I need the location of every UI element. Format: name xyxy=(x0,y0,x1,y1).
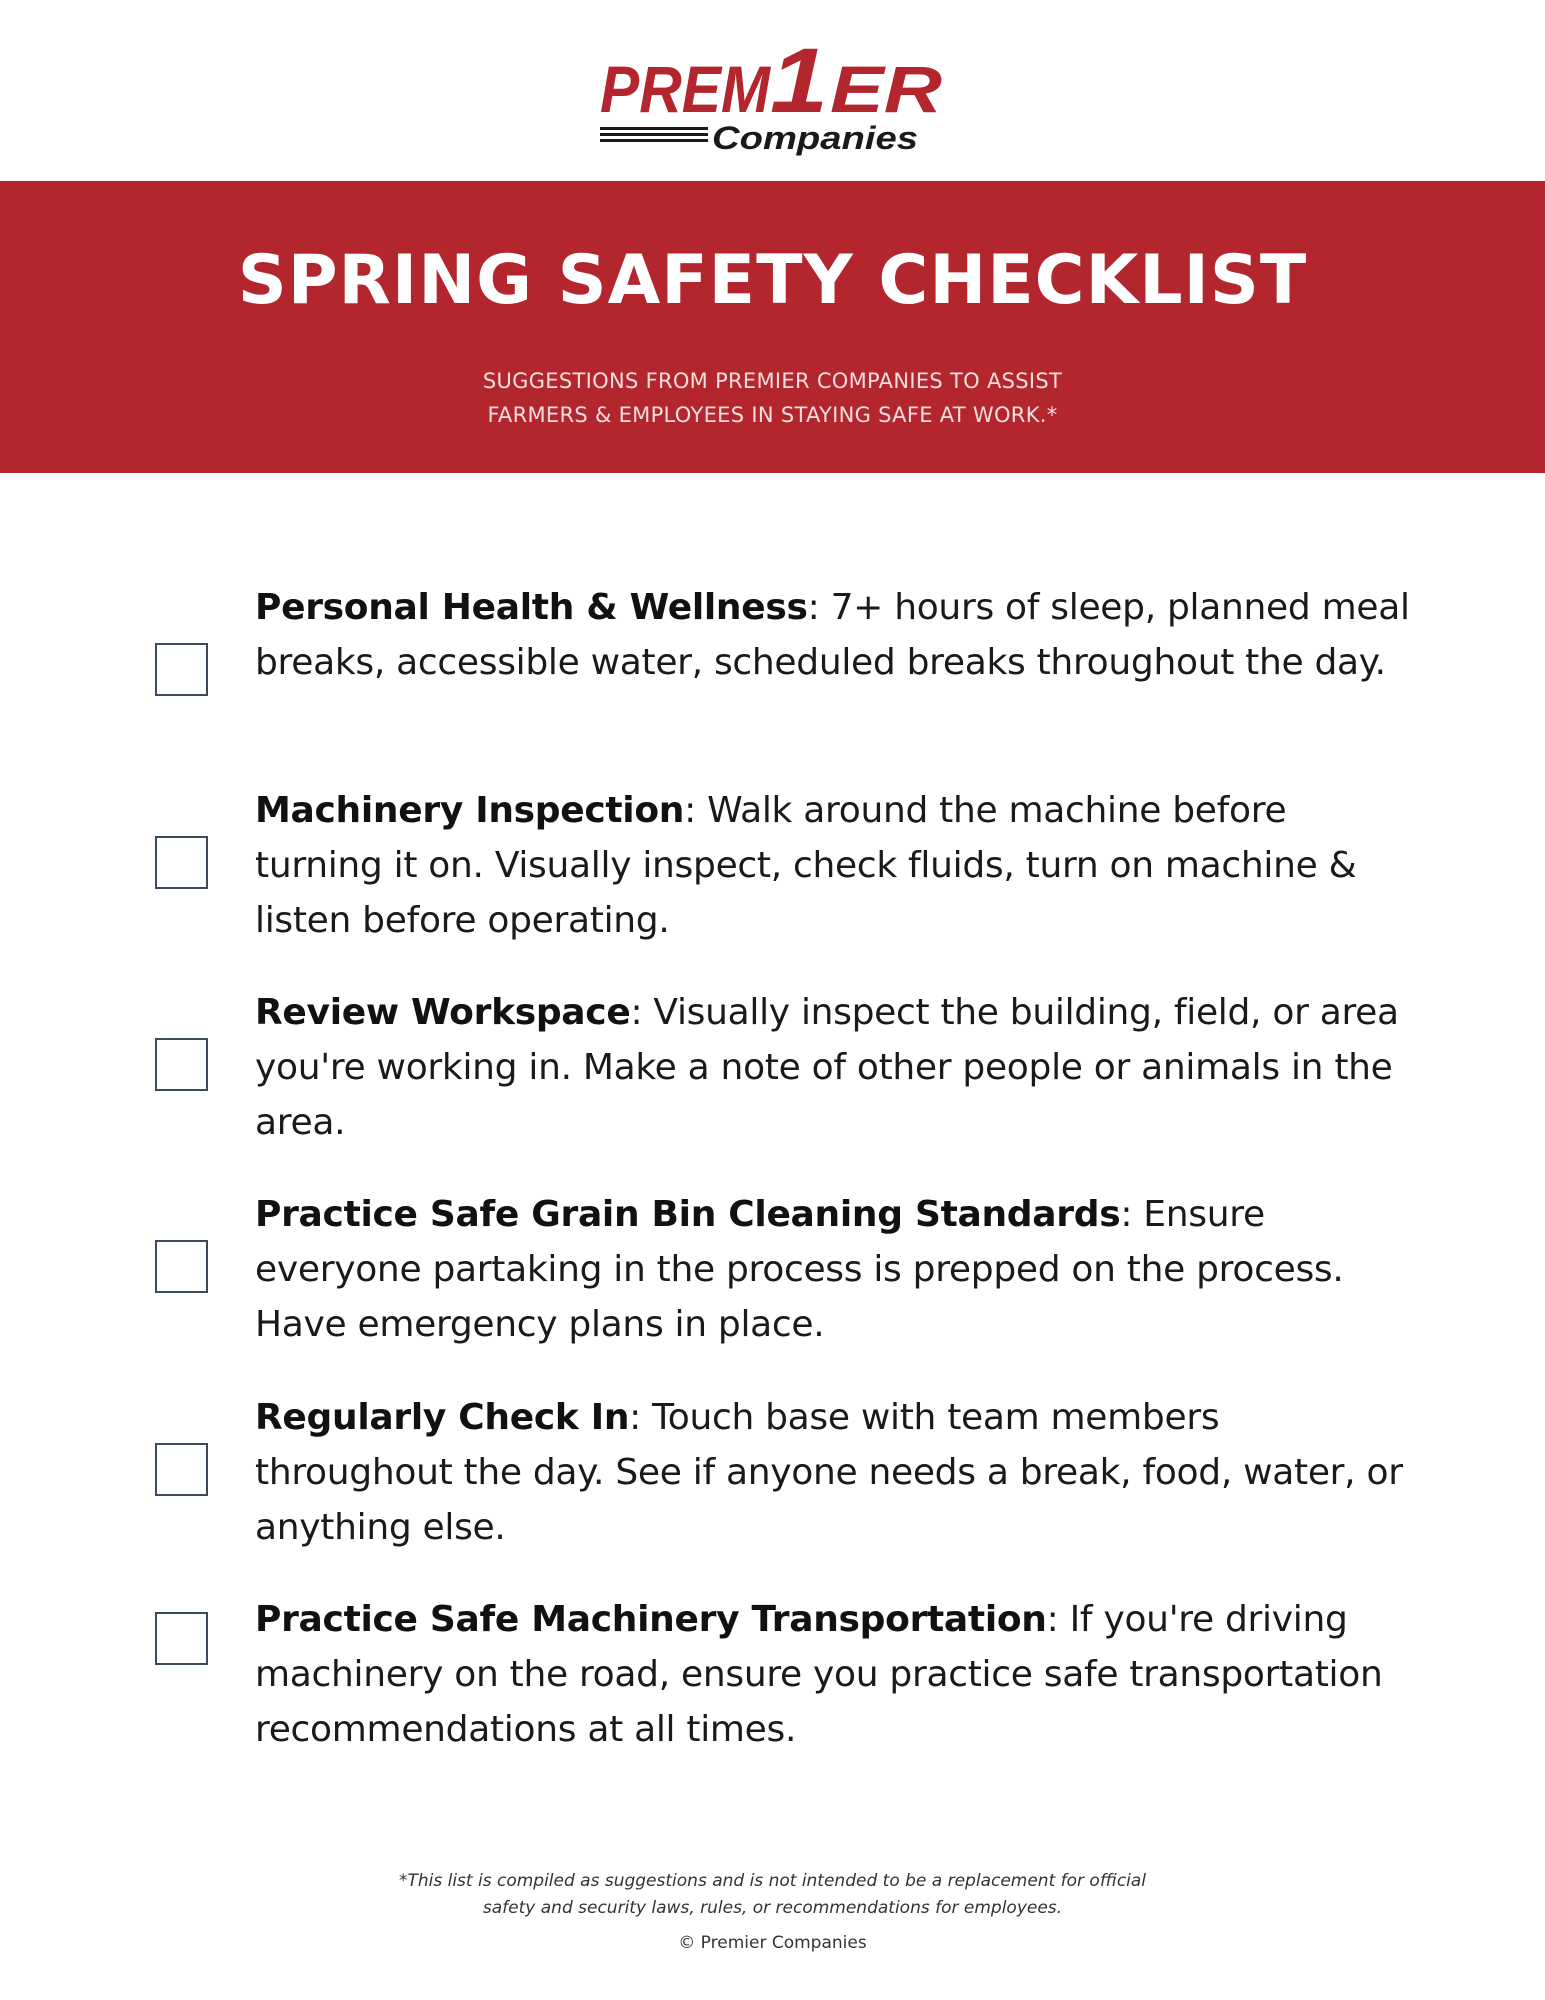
checklist-item xyxy=(0,1187,1545,1357)
checklist-item-text xyxy=(255,580,1415,690)
checklist-item-description: : Ensure everyone partaking in the process is prepped on the process. Have emergency plans in place. xyxy=(255,1194,1344,1345)
checklist-item-description: : 7+ hours of sleep, planned meal breaks, accessible water, scheduled breaks throughout the day. xyxy=(255,587,1410,683)
logo-one-glyph: 1 xyxy=(770,32,828,132)
disclaimer-line: *This list is compiled as suggestions and is not intended to be a replacement for official xyxy=(398,1871,1147,1891)
checklist-item-title: Machinery Inspection xyxy=(255,790,685,831)
logo-subtitle: Companies xyxy=(712,120,918,156)
logo-stripe xyxy=(600,139,708,142)
checklist-item-text xyxy=(255,1390,1415,1555)
checklist-item-description: : Walk around the machine before turning it on. Visually inspect, check fluids, turn on machine & listen before operating. xyxy=(255,790,1357,941)
checklist-checkbox[interactable] xyxy=(155,1240,208,1293)
logo-word-left: PREM xyxy=(600,52,772,126)
checklist-item-text xyxy=(255,1187,1415,1352)
checklist-checkbox[interactable] xyxy=(155,836,208,889)
checklist-item xyxy=(0,1592,1545,1762)
banner-subtitle-line: SUGGESTIONS FROM PREMIER COMPANIES TO ASSIST xyxy=(482,369,1063,393)
logo-word-right: ER xyxy=(830,52,943,126)
checklist-item-title: Personal Health & Wellness xyxy=(255,587,808,628)
title-banner xyxy=(0,181,1545,473)
checklist-item-description: : Visually inspect the building, field, or area you're working in. Make a note of other people or animals in the area. xyxy=(255,992,1399,1143)
checklist-item xyxy=(0,1390,1545,1560)
checklist-item xyxy=(0,580,1545,750)
disclaimer-line: safety and security laws, rules, or recommendations for employees. xyxy=(482,1898,1063,1918)
disclaimer xyxy=(0,1868,1545,1922)
checklist-checkbox[interactable] xyxy=(155,1038,208,1091)
banner-subtitle-line: FARMERS & EMPLOYEES IN STAYING SAFE AT WORK.* xyxy=(487,403,1058,427)
copyright-notice: © Premier Companies xyxy=(678,1933,867,1953)
checklist-item-description: : If you're driving machinery on the road, ensure you practice safe transportation recommendations at all times. xyxy=(255,1599,1383,1750)
page-title: SPRING SAFETY CHECKLIST xyxy=(237,241,1308,320)
checklist-item-title: Practice Safe Grain Bin Cleaning Standards xyxy=(255,1194,1121,1235)
logo-graphic xyxy=(598,32,950,162)
checklist-item xyxy=(0,783,1545,953)
checklist-item-text xyxy=(255,783,1415,948)
checklist-item-text xyxy=(255,1592,1415,1757)
banner-subtitle xyxy=(423,364,1123,432)
checklist-item-title: Review Workspace xyxy=(255,992,631,1033)
checklist-item-text xyxy=(255,985,1415,1150)
premier-companies-logo xyxy=(598,32,950,162)
checklist-item-title: Practice Safe Machinery Transportation xyxy=(255,1599,1047,1640)
checklist-item-title: Regularly Check In xyxy=(255,1397,630,1438)
logo-stripe xyxy=(600,133,708,136)
checklist-item-description: : Touch base with team members throughout the day. See if anyone needs a break, food, water, or anything else. xyxy=(255,1397,1403,1548)
checklist-checkbox[interactable] xyxy=(155,1612,208,1665)
logo-stripe xyxy=(600,127,708,130)
checklist-checkbox[interactable] xyxy=(155,643,208,696)
checklist-checkbox[interactable] xyxy=(155,1443,208,1496)
checklist-item xyxy=(0,985,1545,1155)
